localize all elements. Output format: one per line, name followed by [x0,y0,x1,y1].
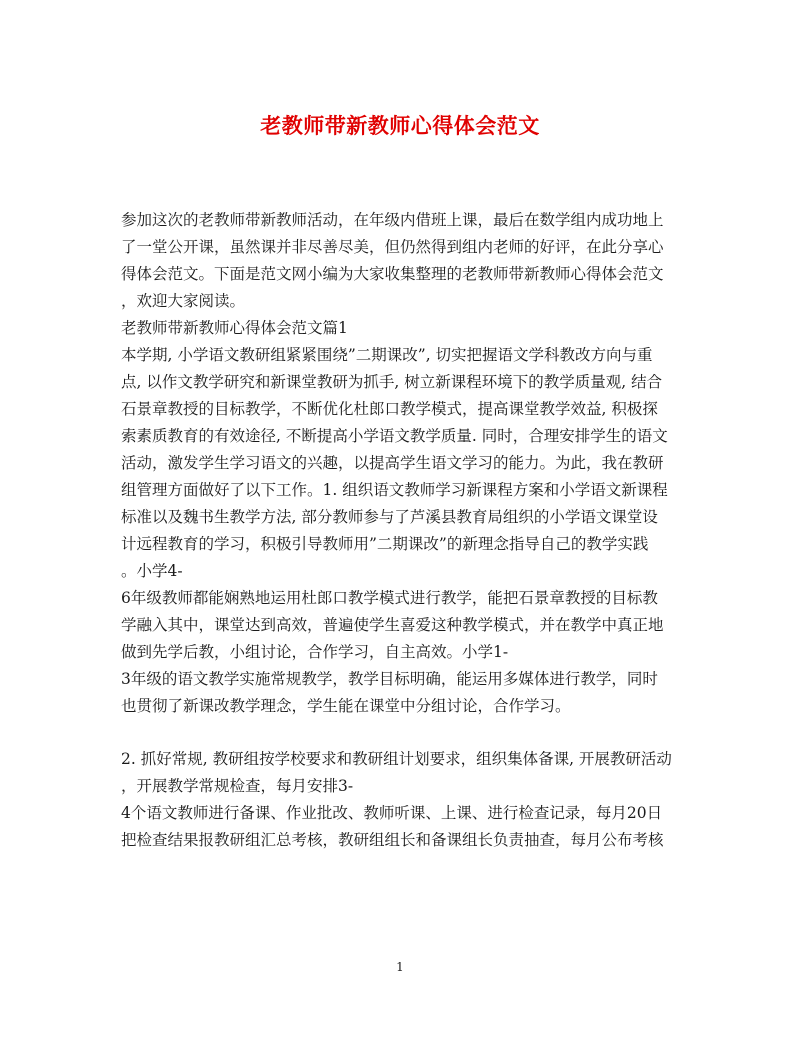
body-line: 做到先学后教，小组讨论，合作学习，自主高效。小学1- [121,643,509,661]
body-line: 活动，激发学生学习语文的兴趣，以提高学生语文学习的能力。为此，我在教研 [121,454,664,472]
page-number: 1 [396,960,404,974]
body-line: 3年级的语文教学实施常规教学，教学目标明确，能运用多媒体进行教学，同时 [121,670,658,688]
body-line: 4个语文教师进行备课、作业批改、教师听课、上课、进行检查记录，每月20日 [121,804,663,822]
body-line: 也贯彻了新课改教学理念，学生能在课堂中分组讨论，合作学习。 [121,697,571,715]
body-line: ，开展教学常规检查，每月安排3- [121,777,354,795]
body-line: 本学期, 小学语文教研组紧紧围绕”二期课改”, 切实把握语文学科教改方向与重 [121,346,653,364]
body-line: 参加这次的老教师带新教师活动，在年级内借班上课，最后在数学组内成功地上 [121,211,664,229]
body-line: 石景章教授的目标教学，不断优化杜郎口教学模式，提高课堂教学效益, 积极探 [121,400,658,418]
body-line: 2. 抓好常规, 教研组按学校要求和教研组计划要求，组织集体备课, 开展教研活动 [121,750,672,768]
body-line: 6年级教师都能娴熟地运用杜郎口教学模式进行教学，能把石景章教授的目标教 [121,589,658,607]
body-line: 计远程教育的学习，积极引导教师用”二期课改”的新理念指导自己的教学实践 [121,535,649,553]
body-line: 。小学4- [121,562,183,580]
body-line: ，欢迎大家阅读。 [121,292,246,310]
body-line: 了一堂公开课，虽然课并非尽善尽美，但仍然得到组内老师的好评，在此分享心 [121,238,664,256]
body-line: 索素质教育的有效途径, 不断提高小学语文教学质量. 同时，合理安排学生的语文 [121,427,668,445]
body-line: 学融入其中，课堂达到高效，普遍使学生喜爱这种教学模式，并在教学中真正地 [121,616,664,634]
body-line: 得体会范文。下面是范文网小编为大家收集整理的老教师带新教师心得体会范文 [121,265,664,283]
body-line: 点, 以作文教学研究和新课堂教研为抓手, 树立新课程环境下的教学质量观, 结合 [121,373,663,391]
document-title: 老教师带新教师心得体会范文 [260,113,540,138]
body-line: 组管理方面做好了以下工作。1. 组织语文教师学习新课程方案和小学语文新课程 [121,481,668,499]
body-line: 把检查结果报教研组汇总考核，教研组组长和备课组长负责抽查，每月公布考核 [121,831,664,849]
section-heading: 老教师带新教师心得体会范文篇1 [121,319,348,337]
body-line: 标准以及魏书生教学方法, 部分教师参与了芦溪县教育局组织的小学语文课堂设 [121,508,658,526]
